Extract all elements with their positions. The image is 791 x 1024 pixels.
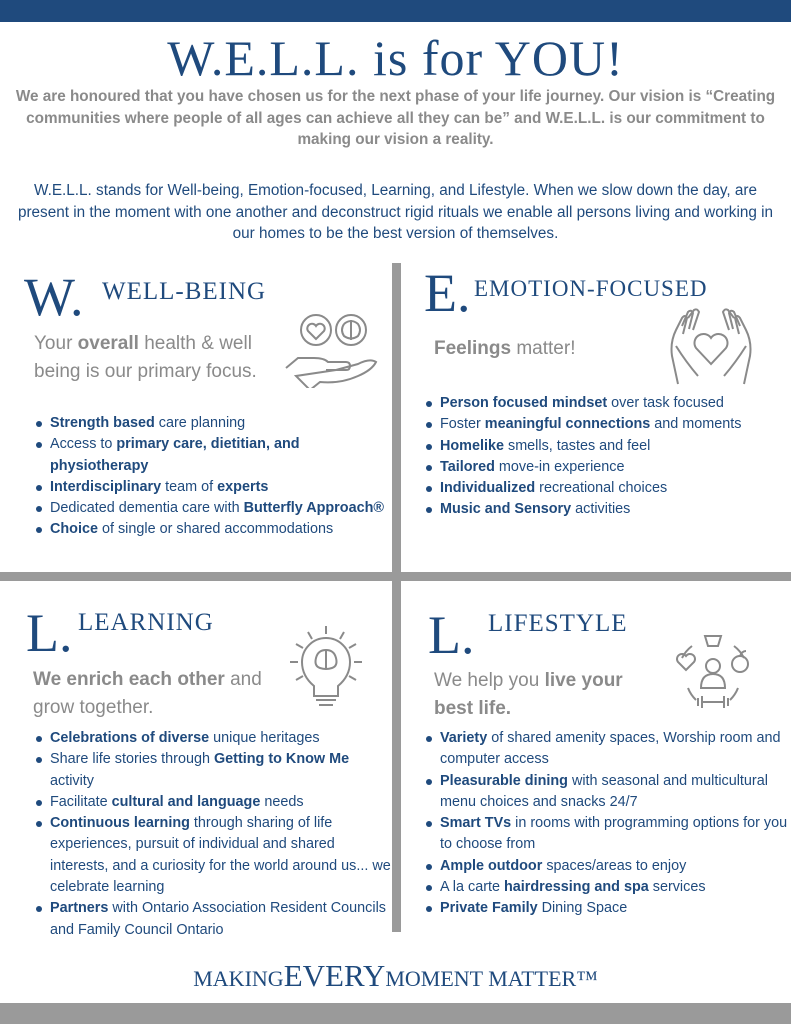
intro-paragraph: We are honoured that you have chosen us for the next phase of your life journey. Our vision is “Creating communities where people of all ages can achieve all they can be” and W.E.L.L. is our commitment to making our vision a reality. <box>15 88 776 148</box>
list-item: Variety of shared amenity spaces, Worship room and computer access <box>440 728 791 771</box>
list-item: Pleasurable dining with seasonal and multicultural menu choices and snacks 24/7 <box>440 771 791 814</box>
list-item: Homelike smells, tastes and feel <box>440 436 785 457</box>
list-item: Dedicated dementia care with Butterfly Approach® <box>50 498 395 519</box>
well-definition-paragraph: W.E.L.L. stands for Well-being, Emotion-focused, Learning, and Lifestyle. When we slow down the day, are present in the moment with one another and deconstruct rigid rituals we enable all persons living and working in our homes to be the best version of themselves. <box>17 182 774 242</box>
bottom-banner-bar <box>0 1003 791 1024</box>
section-letter-e: E. <box>424 263 471 323</box>
list-item: Strength based care planning <box>50 413 395 434</box>
list-item: Facilitate cultural and language needs <box>50 792 395 813</box>
list-item: Access to primary care, dietitian, and physiotherapy <box>50 434 395 477</box>
lifestyle-cycle-icon <box>672 632 754 712</box>
list-item: A la carte hairdressing and spa services <box>440 877 791 898</box>
section-letter-l-learning: L. <box>26 603 73 663</box>
list-item: Individualized recreational choices <box>440 478 785 499</box>
list-item: Ample outdoor spaces/areas to enjoy <box>440 856 791 877</box>
list-item: Celebrations of diverse unique heritages <box>50 728 395 749</box>
list-item: Person focused mindset over task focused <box>440 393 785 414</box>
section-heading-lifestyle: LIFESTYLE <box>488 610 628 637</box>
hand-heart-brain-icon <box>284 310 384 388</box>
list-item: Smart TVs in rooms with programming options for you to choose from <box>440 813 791 856</box>
section-letter-l-lifestyle: L. <box>428 605 475 665</box>
section-heading-learning: LEARNING <box>78 609 214 636</box>
list-item: Choice of single or shared accommodations <box>50 519 395 540</box>
list-item: Partners with Ontario Association Resident Councils and Family Council Ontario <box>50 898 395 941</box>
learning-list <box>30 728 395 941</box>
list-item: Share life stories through Getting to Know Me activity <box>50 749 395 792</box>
well-being-list <box>30 413 395 541</box>
hands-heart-icon <box>668 306 754 386</box>
section-tagline-learning: We enrich each other and grow together. <box>33 669 262 718</box>
list-item: Tailored move-in experience <box>440 457 785 478</box>
section-heading-emotion-focused: EMOTION-FOCUSED <box>474 276 708 301</box>
footer-slogan: MAKINGEVERYMOMENT MATTER™ <box>193 958 598 993</box>
horizontal-divider <box>0 572 791 581</box>
section-letter-w: W. <box>24 267 84 327</box>
list-item: Music and Sensory activities <box>440 499 785 520</box>
list-item: Continuous learning through sharing of life experiences, pursuit of individual and shared interests, and a curiosity for the world around us... we celebrate learning <box>50 813 395 898</box>
top-banner-bar <box>0 0 791 22</box>
list-item: Private Family Dining Space <box>440 898 791 919</box>
section-tagline-emotion-focused: Feelings matter! <box>434 338 576 359</box>
emotion-focused-list <box>420 393 785 521</box>
lifestyle-list <box>420 728 791 920</box>
lightbulb-brain-icon <box>286 624 366 708</box>
section-heading-well-being: WELL-BEING <box>102 278 267 305</box>
section-tagline-well-being: Your overall health & well being is our primary focus. <box>34 333 257 382</box>
section-tagline-lifestyle: We help you live your best life. <box>434 670 623 719</box>
list-item: Foster meaningful connections and moments <box>440 414 785 435</box>
list-item: Interdisciplinary team of experts <box>50 477 395 498</box>
page-title: W.E.L.L. is for YOU! <box>167 30 624 86</box>
